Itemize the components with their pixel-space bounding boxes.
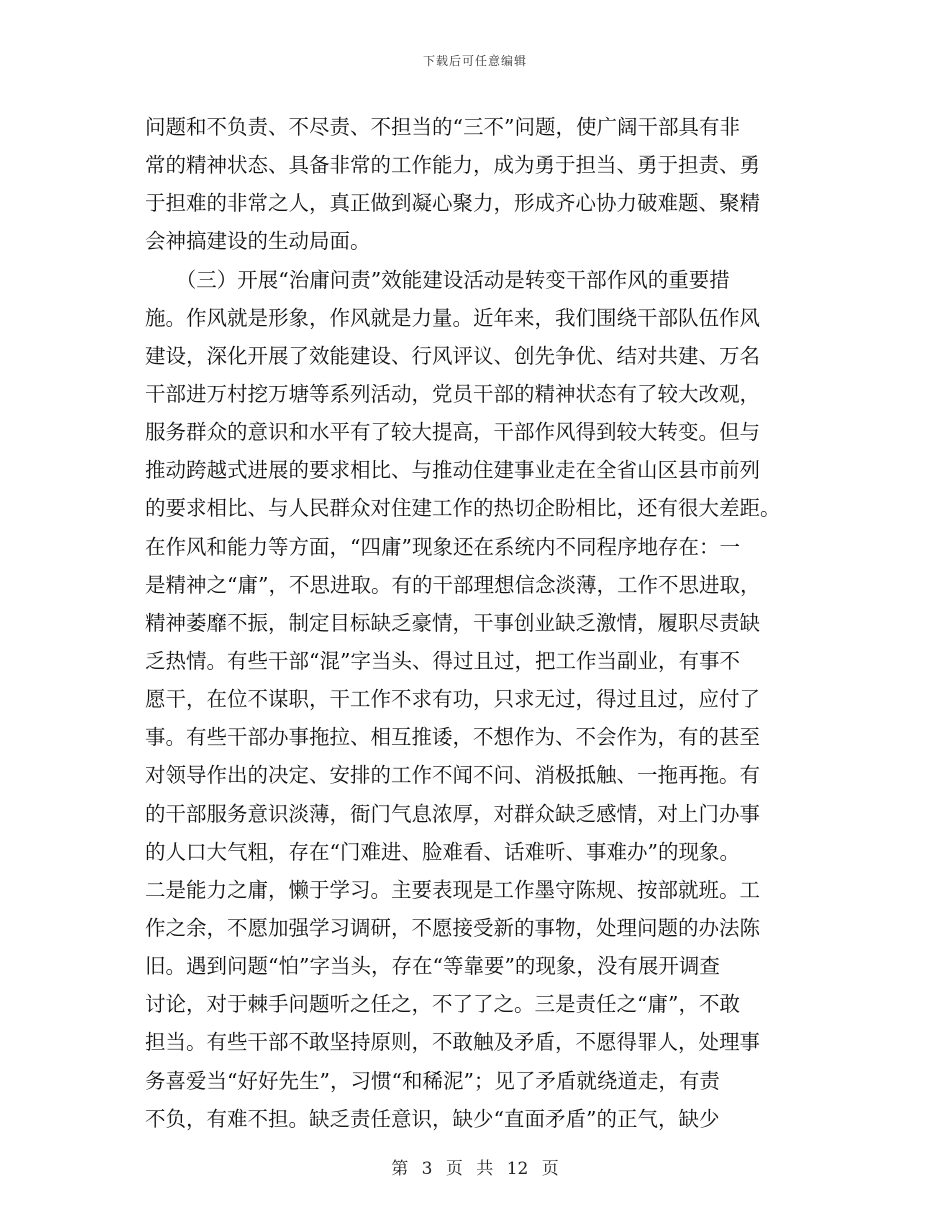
text-line: 在作风和能力等方面，“四庸”现象还在系统内不同程序地存在：一: [145, 534, 740, 559]
page-footer: [0, 1154, 950, 1179]
footer-total-label: 共: [476, 1159, 494, 1179]
text-line: 愿干，在位不谋职，干工作不求有功，只求无过，得过且过，应付了: [145, 687, 760, 712]
text-line: 担当。有些干部不敢坚持原则，不敢触及矛盾，不愿得罪人，处理事: [145, 1030, 760, 1055]
text-line: 的要求相比、与人民群众对住建工作的热切企盼相比，还有很大差距。: [145, 496, 781, 521]
text-line: 的干部服务意识淡薄，衙门气息浓厚，对群众缺乏感情，对上门办事: [145, 801, 760, 826]
text-line: 于担难的非常之人，真正做到凝心聚力，形成齐心协力破难题、聚精: [145, 191, 760, 216]
footer-total-pages: 12: [506, 1159, 529, 1179]
text-line: 精神萎靡不振，制定目标缺乏豪情，干事创业缺乏激情，履职尽责缺: [145, 610, 760, 635]
text-line: 是精神之“庸”，不思进取。有的干部理想信念淡薄，工作不思进取，: [145, 572, 761, 597]
text-line: 二是能力之庸，懒于学习。主要表现是工作墨守陈规、按部就班。工: [145, 877, 760, 902]
text-line: 务喜爱当“好好先生”，习惯“和稀泥”；见了矛盾就绕道走，有责: [145, 1068, 720, 1093]
text-line: 不负，有难不担。缺乏责任意识，缺少“直面矛盾”的正气，缺少: [145, 1106, 720, 1131]
text-line: 讨论，对于棘手问题听之任之，不了了之。三是责任之“庸”，不敢: [145, 992, 740, 1017]
text-line: 服务群众的意识和水平有了较大提高，干部作风得到较大转变。但与: [145, 420, 760, 445]
text-line: （三）开展“治庸问责”效能建设活动是转变干部作风的重要措: [145, 267, 730, 292]
footer-current-page: 3: [421, 1159, 433, 1179]
text-line: 干部进万村挖万塘等系列活动，党员干部的精神状态有了较大改观，: [145, 381, 760, 406]
text-line: 常的精神状态、具备非常的工作能力，成为勇于担当、勇于担责、勇: [145, 153, 760, 178]
text-line: 的人口大气粗，存在“门难进、脸难看、话难听、事难办”的现象。: [145, 839, 740, 864]
footer-prefix: 第: [391, 1159, 409, 1179]
text-line: 乏热情。有些干部“混”字当头、得过且过，把工作当副业，有事不: [145, 648, 740, 673]
text-line: 推动跨越式进展的要求相比、与推动住建事业走在全省山区县市前列: [145, 458, 760, 483]
text-line: 会神搞建设的生动局面。: [145, 229, 371, 254]
page-header: 下载后可任意编辑: [422, 54, 527, 68]
text-line: 事。有些干部办事拖拉、相互推诿，不想作为、不会作为，有的甚至: [145, 725, 760, 750]
text-line: 对领导作出的决定、安排的工作不闻不问、消极抵触、一拖再拖。有: [145, 763, 760, 788]
text-line: 作之余，不愿加强学习调研，不愿接受新的事物，处理问题的办法陈: [145, 915, 760, 940]
text-line: 问题和不负责、不尽责、不担当的“三不”问题，使广阔干部具有非: [145, 115, 740, 139]
text-line: 施。作风就是形象，作风就是力量。近年来，我们围绕干部队伍作风: [145, 305, 760, 330]
footer-page-label: 页: [445, 1159, 463, 1179]
text-line: 旧。遇到问题“怕”字当头，存在“等靠要”的现象，没有展开调查: [145, 954, 720, 979]
text-line: 建设，深化开展了效能建设、行风评议、创先争优、结对共建、万名: [145, 343, 760, 368]
body-text: [145, 108, 810, 1138]
footer-suffix: 页: [541, 1159, 559, 1179]
